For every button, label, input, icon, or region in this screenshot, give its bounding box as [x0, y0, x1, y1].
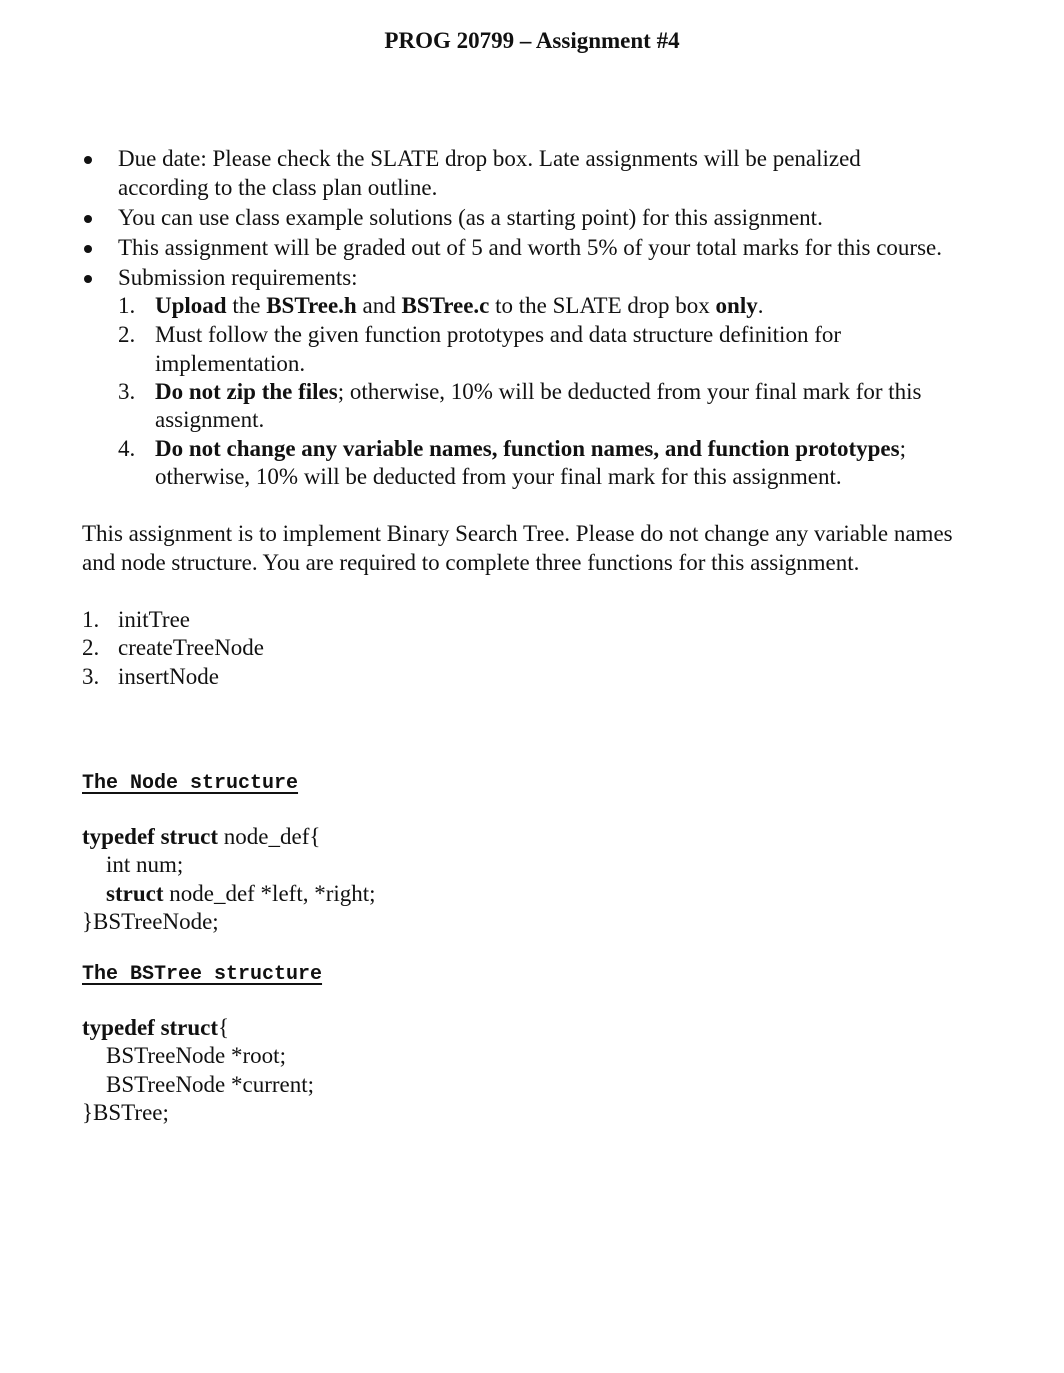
requirement-no-change-line1	[155, 435, 906, 463]
bullet-icon	[84, 275, 92, 283]
bullet-class-examples: You can use class example solutions (as a starting point) for this assignment.	[118, 205, 823, 230]
bstree-code-line1	[82, 1014, 229, 1042]
node-code-line2: int num;	[106, 852, 184, 877]
requirement-number: 1.	[118, 293, 136, 318]
bullet-due-date-line1: Due date: Please check the SLATE drop box. Late assignments will be penalized	[118, 146, 861, 171]
requirement-no-change-bold: Do not change any variable names, function names, and function prototypes	[155, 436, 900, 461]
requirement-prototypes-line2: implementation.	[155, 351, 306, 376]
function-number: 1.	[82, 607, 100, 632]
requirement-no-change-line2: otherwise, 10% will be deducted from your final mark for this assignment.	[155, 464, 842, 489]
function-number: 3.	[82, 664, 100, 689]
bullet-icon	[84, 215, 92, 223]
requirement-no-zip-bold: Do not zip the files	[155, 379, 338, 404]
bstree-code-line2: BSTreeNode *root;	[106, 1043, 286, 1068]
requirement-number: 4.	[118, 436, 136, 461]
bullet-grading: This assignment will be graded out of 5 and worth 5% of your total marks for this course.	[118, 235, 943, 260]
requirement-no-zip-text: ; otherwise, 10% will be deducted from your final mark for this	[337, 379, 922, 404]
requirement-upload-text: the	[226, 293, 267, 318]
function-number: 2.	[82, 635, 100, 660]
file-name-header: BSTree.h	[266, 293, 357, 318]
bullet-due-date-line2: according to the class plan outline.	[118, 175, 438, 200]
code-text: {	[218, 1015, 230, 1040]
bullet-submission: Submission requirements:	[118, 265, 358, 290]
bstree-structure-heading: The BSTree structure	[82, 963, 323, 986]
requirement-no-zip-line1	[155, 378, 922, 406]
requirement-prototypes-line1: Must follow the given function prototypes and data structure definition for	[155, 322, 842, 347]
code-text: node_def{	[218, 824, 321, 849]
function-name: insertNode	[118, 664, 219, 689]
requirement-no-change-text: ;	[899, 436, 906, 461]
code-keyword: typedef struct	[82, 1015, 219, 1040]
bullet-icon	[84, 156, 92, 164]
code-text: node_def *left, *right;	[163, 881, 376, 906]
file-name-source: BSTree.c	[401, 293, 490, 318]
node-code-line3	[106, 880, 376, 908]
intro-line1: This assignment is to implement Binary Search Tree. Please do not change any variable names	[82, 521, 953, 546]
function-name: initTree	[118, 607, 190, 632]
bullet-icon	[84, 245, 92, 253]
bstree-code-line4: }BSTree;	[82, 1100, 169, 1125]
node-structure-heading: The Node structure	[82, 772, 299, 795]
function-name: createTreeNode	[118, 635, 265, 660]
code-keyword: typedef struct	[82, 824, 219, 849]
requirement-upload-text: and	[356, 293, 402, 318]
requirement-upload-text: .	[757, 293, 764, 318]
requirement-upload-only: only	[715, 293, 758, 318]
page-title: PROG 20799 – Assignment #4	[384, 28, 680, 53]
requirement-upload-bold: Upload	[155, 293, 227, 318]
requirement-upload	[155, 292, 763, 320]
bstree-code-line3: BSTreeNode *current;	[106, 1072, 315, 1097]
node-code-line1	[82, 823, 320, 851]
requirement-upload-text: to the SLATE drop box	[489, 293, 716, 318]
code-keyword: struct	[106, 881, 164, 906]
requirement-no-zip-line2: assignment.	[155, 407, 265, 432]
node-code-line4: }BSTreeNode;	[82, 909, 219, 934]
intro-line2: and node structure. You are required to complete three functions for this assignment.	[82, 550, 860, 575]
requirement-number: 2.	[118, 322, 136, 347]
requirement-number: 3.	[118, 379, 136, 404]
